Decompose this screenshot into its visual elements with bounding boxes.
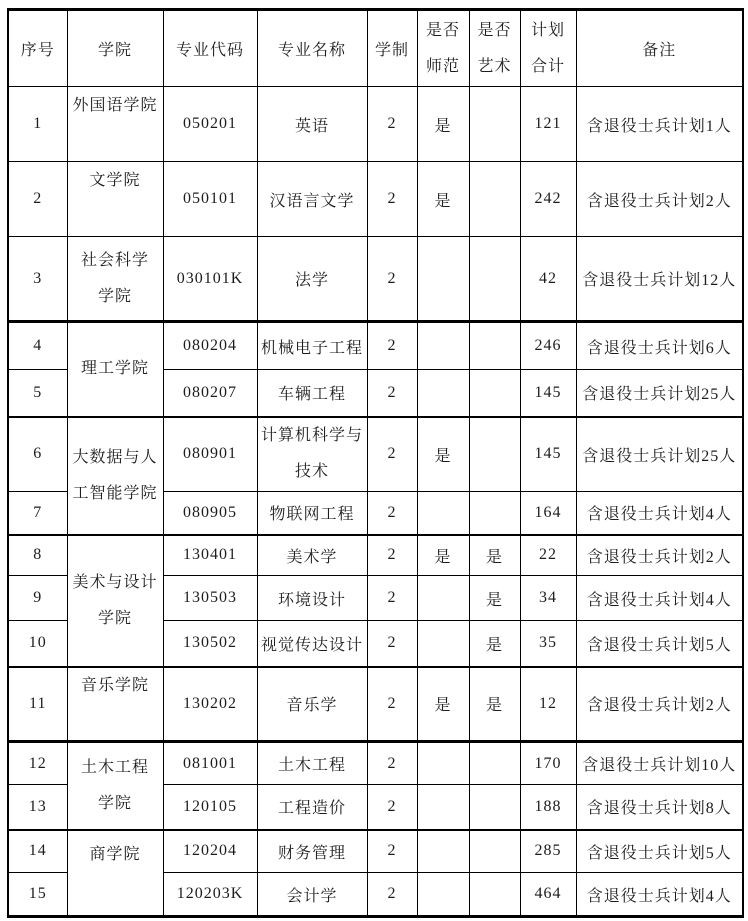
major-code-cell: 080207 [163,370,257,417]
remark-cell: 含退役士兵计划4人 [576,492,743,535]
plan-total-cell: 242 [520,162,576,237]
normal-flag-cell [417,873,469,917]
major-name-cell: 车辆工程 [257,370,367,417]
college-name: 商学院 [89,845,141,863]
remark-cell: 含退役士兵计划8人 [576,785,743,830]
plan-total-cell: 246 [520,322,576,370]
college-name: 理工学院 [80,360,149,378]
duration-cell: 2 [367,873,417,917]
art-flag-cell [469,237,520,322]
header-art-line1: 是否 [477,21,512,39]
header-total [520,10,576,87]
college-name: 美术与设计 [72,573,158,591]
row-number-cell: 14 [8,830,67,873]
normal-flag-cell: 是 [417,667,469,742]
remark-cell: 含退役士兵计划4人 [576,873,743,917]
major-code-cell: 080204 [163,322,257,370]
art-flag-cell [469,742,520,785]
plan-total-cell: 121 [520,87,576,162]
row-number-cell: 1 [8,87,67,162]
remark-cell: 含退役士兵计划12人 [576,237,743,322]
art-flag-cell [469,785,520,830]
remark-cell: 含退役士兵计划2人 [576,667,743,742]
college-cell [67,417,163,535]
header-art [469,10,520,87]
plan-total-cell: 22 [520,535,576,576]
plan-total-cell: 145 [520,417,576,492]
row-number-cell: 2 [8,162,67,237]
college-name: 音乐学院 [80,676,149,694]
normal-flag-cell: 是 [417,162,469,237]
major-name-cell: 音乐学 [257,667,367,742]
table-row [8,87,743,162]
header-normal [417,10,469,87]
normal-flag-cell [417,237,469,322]
remark-cell: 含退役士兵计划4人 [576,576,743,621]
remark-cell: 含退役士兵计划2人 [576,535,743,576]
major-code-cell: 030101K [163,237,257,322]
college-cell [67,830,163,917]
major-name-cell: 土木工程 [257,742,367,785]
college-cell [67,322,163,417]
college-name: 文学院 [89,172,141,189]
major-code-cell: 130503 [163,576,257,621]
normal-flag-cell [417,322,469,370]
header-no: 序号 [8,10,67,87]
art-flag-cell [469,87,520,162]
major-name-cell: 法学 [257,237,367,322]
plan-total-cell: 464 [520,873,576,917]
college-cell [67,162,163,237]
plan-total-cell: 12 [520,667,576,742]
admission-plan-table [7,8,744,918]
plan-total-cell: 188 [520,785,576,830]
plan-total-cell: 35 [520,621,576,667]
art-flag-cell: 是 [469,535,520,576]
remark-cell: 含退役士兵计划1人 [576,87,743,162]
college-name: 社会科学 [80,251,149,269]
art-flag-cell [469,417,520,492]
art-flag-cell [469,370,520,417]
header-total-line1: 计划 [530,21,565,39]
table-row [8,742,743,785]
header-duration: 学制 [367,10,417,87]
college-cell [67,237,163,322]
duration-cell: 2 [367,87,417,162]
art-flag-cell [469,492,520,535]
duration-cell: 2 [367,535,417,576]
art-flag-cell [469,830,520,873]
college-cell [67,667,163,742]
table-row [8,237,743,322]
row-number-cell: 6 [8,417,67,492]
plan-total-cell: 42 [520,237,576,322]
remark-cell: 含退役士兵计划5人 [576,621,743,667]
row-number-cell: 9 [8,576,67,621]
major-code-cell: 130401 [163,535,257,576]
major-name-cell: 物联网工程 [257,492,367,535]
major-code-cell: 120203K [163,873,257,917]
college-name-line2: 学院 [97,609,132,627]
college-name: 大数据与人 [72,448,158,466]
normal-flag-cell [417,370,469,417]
duration-cell: 2 [367,621,417,667]
duration-cell: 2 [367,742,417,785]
art-flag-cell: 是 [469,576,520,621]
major-code-cell: 080901 [163,417,257,492]
major-name-cell: 美术学 [257,535,367,576]
major-code-cell: 120204 [163,830,257,873]
college-name: 外国语学院 [72,97,158,114]
table-row [8,535,743,576]
table-row [8,667,743,742]
remark-cell: 含退役士兵计划10人 [576,742,743,785]
row-number-cell: 10 [8,621,67,667]
header-total-line2: 合计 [530,57,565,75]
major-code-cell: 050101 [163,162,257,237]
college-name-line2: 学院 [97,794,132,812]
major-name-cell: 视觉传达设计 [257,621,367,667]
remark-cell: 含退役士兵计划25人 [576,417,743,492]
major-name-cell: 英语 [257,87,367,162]
plan-total-cell: 164 [520,492,576,535]
header-college: 学院 [67,10,163,87]
art-flag-cell [469,873,520,917]
duration-cell: 2 [367,162,417,237]
major-code-cell: 120105 [163,785,257,830]
college-cell [67,535,163,667]
college-cell [67,742,163,830]
plan-total-cell: 170 [520,742,576,785]
normal-flag-cell [417,830,469,873]
normal-flag-cell: 是 [417,535,469,576]
remark-cell: 含退役士兵计划2人 [576,162,743,237]
major-code-cell: 130502 [163,621,257,667]
college-cell [67,87,163,162]
header-remark: 备注 [576,10,743,87]
normal-flag-cell [417,742,469,785]
normal-flag-cell [417,576,469,621]
header-code: 专业代码 [163,10,257,87]
normal-flag-cell [417,492,469,535]
college-name: 土木工程 [80,758,149,776]
table-row [8,162,743,237]
duration-cell: 2 [367,417,417,492]
duration-cell: 2 [367,830,417,873]
art-flag-cell [469,162,520,237]
duration-cell: 2 [367,785,417,830]
row-number-cell: 15 [8,873,67,917]
row-number-cell: 5 [8,370,67,417]
major-name-cell: 汉语言文学 [257,162,367,237]
major-name-cell [257,417,367,492]
art-flag-cell [469,322,520,370]
major-name-line2: 技术 [294,463,329,481]
duration-cell: 2 [367,370,417,417]
plan-total-cell: 285 [520,830,576,873]
college-name-line2: 学院 [97,287,132,305]
table-row [8,417,743,492]
header-row [8,10,743,87]
major-name-cell: 环境设计 [257,576,367,621]
major-code-cell: 050201 [163,87,257,162]
major-name-cell: 机械电子工程 [257,322,367,370]
art-flag-cell: 是 [469,667,520,742]
row-number-cell: 12 [8,742,67,785]
normal-flag-cell [417,621,469,667]
duration-cell: 2 [367,237,417,322]
header-normal-line1: 是否 [425,21,460,39]
remark-cell: 含退役士兵计划6人 [576,322,743,370]
plan-total-cell: 145 [520,370,576,417]
row-number-cell: 13 [8,785,67,830]
plan-total-cell: 34 [520,576,576,621]
normal-flag-cell: 是 [417,87,469,162]
major-name-cell: 会计学 [257,873,367,917]
remark-cell: 含退役士兵计划5人 [576,830,743,873]
header-major: 专业名称 [257,10,367,87]
duration-cell: 2 [367,492,417,535]
duration-cell: 2 [367,576,417,621]
art-flag-cell: 是 [469,621,520,667]
normal-flag-cell: 是 [417,417,469,492]
header-normal-line2: 师范 [425,57,460,75]
row-number-cell: 3 [8,237,67,322]
row-number-cell: 4 [8,322,67,370]
major-code-cell: 130202 [163,667,257,742]
row-number-cell: 8 [8,535,67,576]
normal-flag-cell [417,785,469,830]
college-name-line2: 工智能学院 [72,484,158,502]
major-name-cell: 财务管理 [257,830,367,873]
major-name-line1: 计算机科学与 [260,427,363,445]
duration-cell: 2 [367,667,417,742]
major-code-cell: 081001 [163,742,257,785]
major-name-cell: 工程造价 [257,785,367,830]
row-number-cell: 7 [8,492,67,535]
table-row [8,322,743,370]
row-number-cell: 11 [8,667,67,742]
major-code-cell: 080905 [163,492,257,535]
header-art-line2: 艺术 [477,57,512,75]
duration-cell: 2 [367,322,417,370]
table-row [8,830,743,873]
remark-cell: 含退役士兵计划25人 [576,370,743,417]
